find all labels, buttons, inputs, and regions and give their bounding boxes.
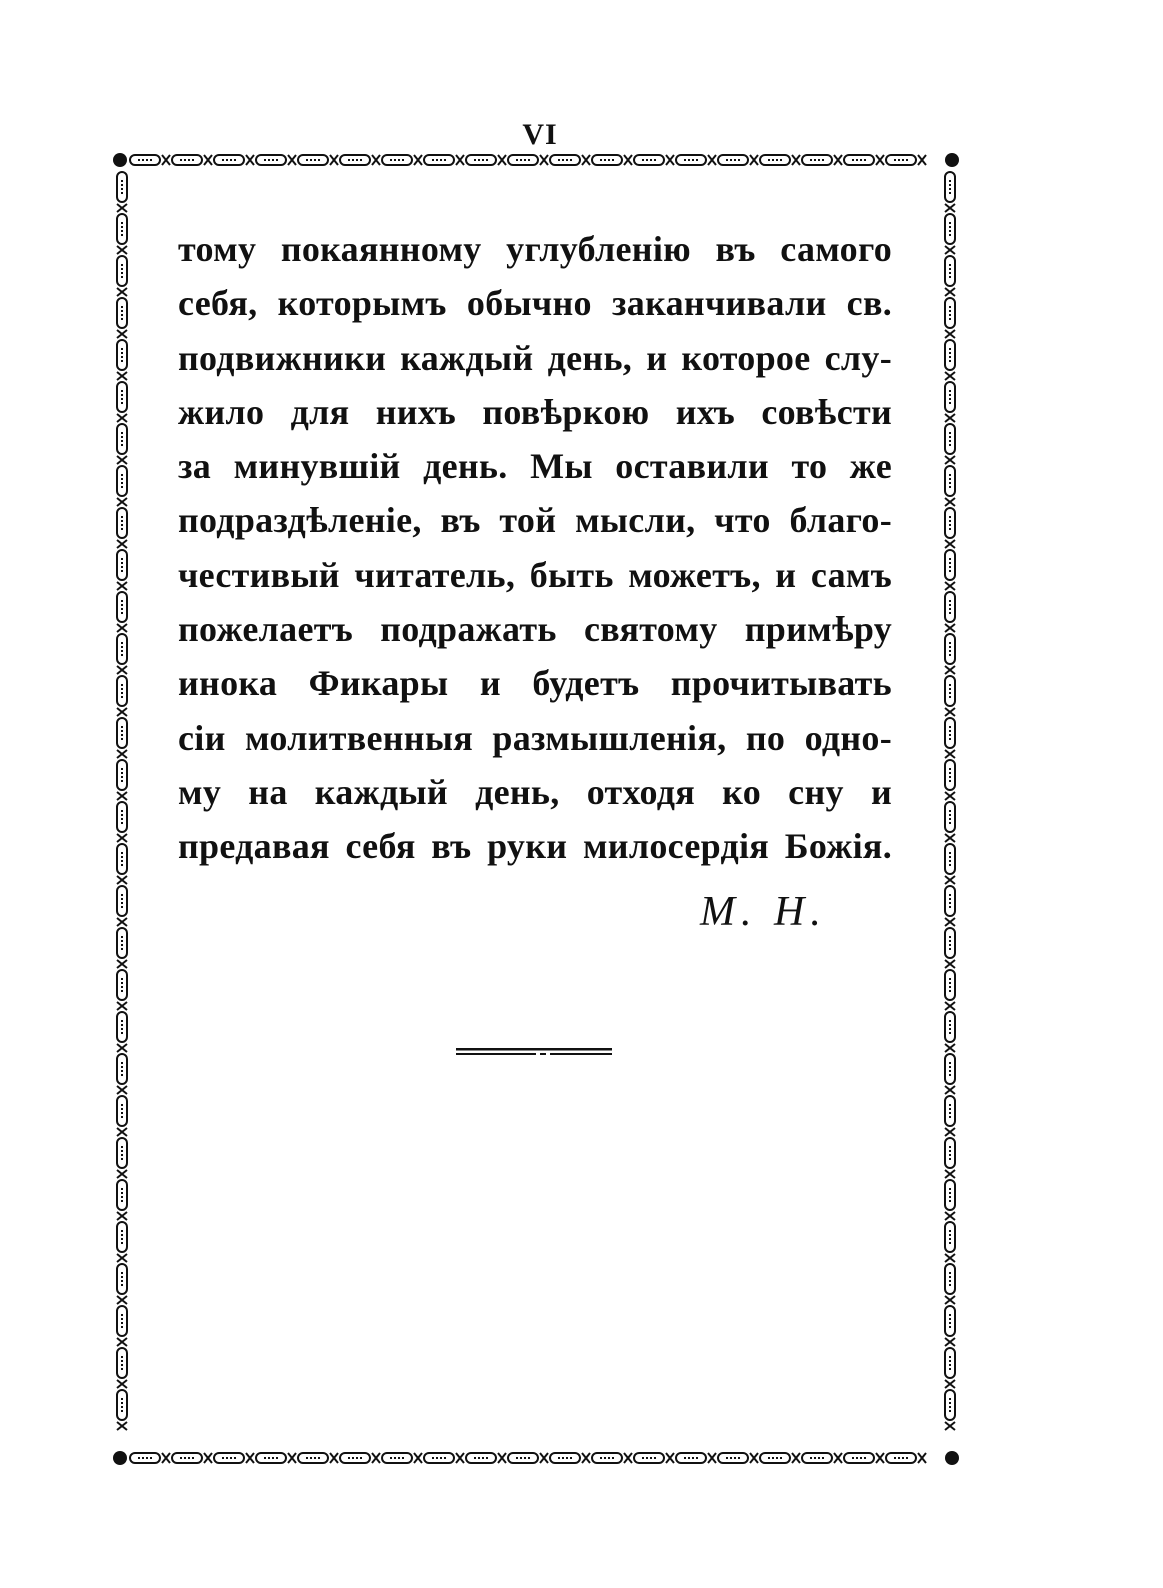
border-corner-ornament [945, 153, 959, 167]
border-link-cross [117, 1086, 127, 1094]
border-link [117, 592, 127, 622]
border-link-cross [666, 1453, 674, 1463]
border-corner-ornament [945, 1451, 959, 1465]
border-link [117, 1012, 127, 1042]
text-line: му на каждый день, отходя ко сну и [178, 771, 892, 812]
border-link [945, 1306, 955, 1336]
border-link-cross [945, 1170, 955, 1178]
border-link-cross [330, 1453, 338, 1463]
border-link-cross [945, 540, 955, 548]
border-link [130, 1453, 160, 1463]
border-link [117, 1180, 127, 1210]
border-link [945, 970, 955, 1000]
border-link [945, 928, 955, 958]
text-line: сіи молитвенныя размышленія, по одно- [178, 717, 892, 758]
border-link [886, 1453, 916, 1463]
border-link-cross [945, 1044, 955, 1052]
border-link [945, 424, 955, 454]
border-link [117, 508, 127, 538]
border-link-cross [708, 1453, 716, 1463]
border-link [117, 256, 127, 286]
border-link-cross [372, 155, 380, 165]
border-link-cross [117, 582, 127, 590]
border-link [945, 802, 955, 832]
border-link-cross [456, 1453, 464, 1463]
border-link [117, 1222, 127, 1252]
border-link-cross [945, 414, 955, 422]
border-link [718, 1453, 748, 1463]
border-link-cross [288, 1453, 296, 1463]
border-link-cross [117, 1254, 127, 1262]
border-link [945, 676, 955, 706]
border-link-cross [498, 155, 506, 165]
border-link-cross [945, 204, 955, 212]
border-link [424, 155, 454, 165]
border-link [117, 928, 127, 958]
border-link [945, 298, 955, 328]
border-link [550, 155, 580, 165]
border-link-cross [540, 155, 548, 165]
border-link [256, 155, 286, 165]
border-link-cross [945, 1338, 955, 1346]
border-link-cross [945, 330, 955, 338]
border-link [117, 1390, 127, 1420]
border-link-cross [834, 155, 842, 165]
border-link [945, 1012, 955, 1042]
border-link [117, 676, 127, 706]
border-link-cross [624, 1453, 632, 1463]
border-link-cross [945, 372, 955, 380]
border-link [117, 466, 127, 496]
border-link-cross [117, 876, 127, 884]
page-number: VI [522, 118, 558, 151]
border-link-cross [117, 666, 127, 674]
border-link-cross [117, 960, 127, 968]
border-link [945, 1054, 955, 1084]
border-link-cross [792, 1453, 800, 1463]
border-link [760, 1453, 790, 1463]
border-link [117, 760, 127, 790]
border-link [117, 1264, 127, 1294]
border-link [592, 155, 622, 165]
border-link-cross [117, 1380, 127, 1388]
border-link-cross [117, 834, 127, 842]
border-link-cross [117, 1170, 127, 1178]
border-link [117, 1054, 127, 1084]
border-link [117, 634, 127, 664]
border-link [466, 1453, 496, 1463]
border-link [945, 592, 955, 622]
border-link [592, 1453, 622, 1463]
border-link [945, 1264, 955, 1294]
border-link-cross [750, 1453, 758, 1463]
border-link [945, 382, 955, 412]
border-link [945, 466, 955, 496]
border-link-cross [117, 414, 127, 422]
border-link-cross [117, 498, 127, 506]
end-rule-ornament [456, 1046, 612, 1058]
preface-paragraph [178, 222, 892, 874]
border-link [945, 634, 955, 664]
border-link-cross [117, 372, 127, 380]
border-link-cross [117, 1002, 127, 1010]
border-link [117, 1348, 127, 1378]
border-link [945, 214, 955, 244]
border-link [945, 1096, 955, 1126]
border-link [117, 886, 127, 916]
border-link-cross [945, 1128, 955, 1136]
border-link-cross [117, 1296, 127, 1304]
border-link [117, 970, 127, 1000]
border-link-cross [117, 792, 127, 800]
border-corner-ornament [113, 1451, 127, 1465]
border-link [844, 1453, 874, 1463]
border-link-cross [876, 1453, 884, 1463]
border-link [117, 844, 127, 874]
border-link-cross [945, 750, 955, 758]
border-link [298, 1453, 328, 1463]
border-link-cross [414, 155, 422, 165]
border-link-cross [246, 1453, 254, 1463]
border-link-cross [117, 750, 127, 758]
border-link [214, 155, 244, 165]
border-link [945, 1390, 955, 1420]
border-link-cross [117, 1212, 127, 1220]
border-link-cross [204, 1453, 212, 1463]
border-link [802, 155, 832, 165]
border-link [117, 298, 127, 328]
border-link [550, 1453, 580, 1463]
border-link [172, 155, 202, 165]
border-link [117, 424, 127, 454]
text-line: жило для нихъ повѣркою ихъ совѣсти [178, 391, 892, 432]
border-link [945, 172, 955, 202]
border-link [844, 155, 874, 165]
text-line: подраздѣленіе, въ той мысли, что благо- [178, 500, 892, 541]
border-link [802, 1453, 832, 1463]
border-link [676, 1453, 706, 1463]
border-link [256, 1453, 286, 1463]
border-link-cross [246, 155, 254, 165]
border-link-cross [945, 1002, 955, 1010]
border-link [117, 382, 127, 412]
border-link [172, 1453, 202, 1463]
border-link-cross [708, 155, 716, 165]
border-link-cross [372, 1453, 380, 1463]
border-link-cross [162, 155, 170, 165]
border-link [508, 1453, 538, 1463]
text-line: тому покаянному углубленію въ самого [178, 229, 892, 269]
border-link [945, 844, 955, 874]
border-link-cross [666, 155, 674, 165]
signature-initials: М. Н. [700, 889, 827, 935]
border-link-cross [750, 155, 758, 165]
border-link [945, 550, 955, 580]
text-line: предавая себя въ руки милосердія Божія. [178, 826, 892, 867]
border-link-cross [945, 666, 955, 674]
border-link-cross [945, 876, 955, 884]
border-link-cross [945, 792, 955, 800]
border-link [676, 155, 706, 165]
border-link-cross [117, 330, 127, 338]
border-link-cross [117, 918, 127, 926]
border-link-cross [117, 1128, 127, 1136]
border-link [945, 256, 955, 286]
border-link [424, 1453, 454, 1463]
border-link-cross [945, 246, 955, 254]
text-line: за минувшій день. Мы оставили то же [178, 446, 892, 487]
border-link-cross [624, 155, 632, 165]
border-link-cross [945, 1380, 955, 1388]
border-link-cross [945, 1296, 955, 1304]
border-link [760, 155, 790, 165]
border-link [634, 1453, 664, 1463]
border-link-cross [792, 155, 800, 165]
border-link-cross [945, 834, 955, 842]
border-link-cross [918, 155, 926, 165]
border-link [945, 886, 955, 916]
text-line: подвижники каждый день, и которое слу- [178, 337, 892, 378]
border-link-cross [117, 708, 127, 716]
text-line: инока Фикары и будетъ прочитывать [178, 663, 892, 704]
text-line: себя, которымъ обычно заканчивали св. [178, 283, 892, 324]
border-link [130, 155, 160, 165]
border-link [945, 1180, 955, 1210]
border-link [634, 155, 664, 165]
border-link-cross [498, 1453, 506, 1463]
border-link-cross [945, 1212, 955, 1220]
border-corner-ornament [113, 153, 127, 167]
border-link-cross [582, 155, 590, 165]
border-link [945, 1138, 955, 1168]
border-link-cross [117, 540, 127, 548]
border-link [945, 1222, 955, 1252]
border-link [382, 155, 412, 165]
border-link [718, 155, 748, 165]
border-link-cross [945, 1422, 955, 1430]
border-link [117, 340, 127, 370]
border-link-cross [945, 456, 955, 464]
border-link [886, 155, 916, 165]
text-line: пожелаетъ подражать святому примѣру [178, 609, 892, 650]
border-link [945, 718, 955, 748]
border-link-cross [834, 1453, 842, 1463]
border-link [117, 1306, 127, 1336]
border-link-cross [117, 1422, 127, 1430]
border-link [117, 1138, 127, 1168]
border-link [117, 1096, 127, 1126]
border-link-cross [945, 582, 955, 590]
text-line: честивый читатель, быть можетъ, и самъ [178, 554, 892, 595]
border-link-cross [876, 155, 884, 165]
border-link [945, 340, 955, 370]
border-link-cross [117, 1338, 127, 1346]
border-link-cross [204, 155, 212, 165]
border-link-cross [117, 204, 127, 212]
border-link-cross [945, 708, 955, 716]
border-link [466, 155, 496, 165]
border-link [945, 760, 955, 790]
border-link-cross [945, 918, 955, 926]
border-link-cross [945, 1254, 955, 1262]
border-link-cross [117, 456, 127, 464]
border-link [298, 155, 328, 165]
border-link [117, 550, 127, 580]
border-link-cross [288, 155, 296, 165]
border-link [508, 155, 538, 165]
border-link-cross [117, 1044, 127, 1052]
border-link-cross [117, 246, 127, 254]
border-link-cross [414, 1453, 422, 1463]
border-link-cross [456, 155, 464, 165]
border-link [340, 1453, 370, 1463]
border-link-cross [945, 1086, 955, 1094]
border-link-cross [918, 1453, 926, 1463]
border-link [340, 155, 370, 165]
border-link-cross [162, 1453, 170, 1463]
border-link [117, 802, 127, 832]
border-link [117, 718, 127, 748]
border-link-cross [540, 1453, 548, 1463]
border-link [117, 214, 127, 244]
border-link-cross [330, 155, 338, 165]
border-link [214, 1453, 244, 1463]
border-link [945, 1348, 955, 1378]
border-link [945, 508, 955, 538]
border-link [117, 172, 127, 202]
border-link-cross [945, 624, 955, 632]
border-link-cross [582, 1453, 590, 1463]
border-link [382, 1453, 412, 1463]
border-link-cross [945, 960, 955, 968]
border-link-cross [117, 624, 127, 632]
border-link-cross [117, 288, 127, 296]
border-link-cross [945, 288, 955, 296]
border-link-cross [945, 498, 955, 506]
